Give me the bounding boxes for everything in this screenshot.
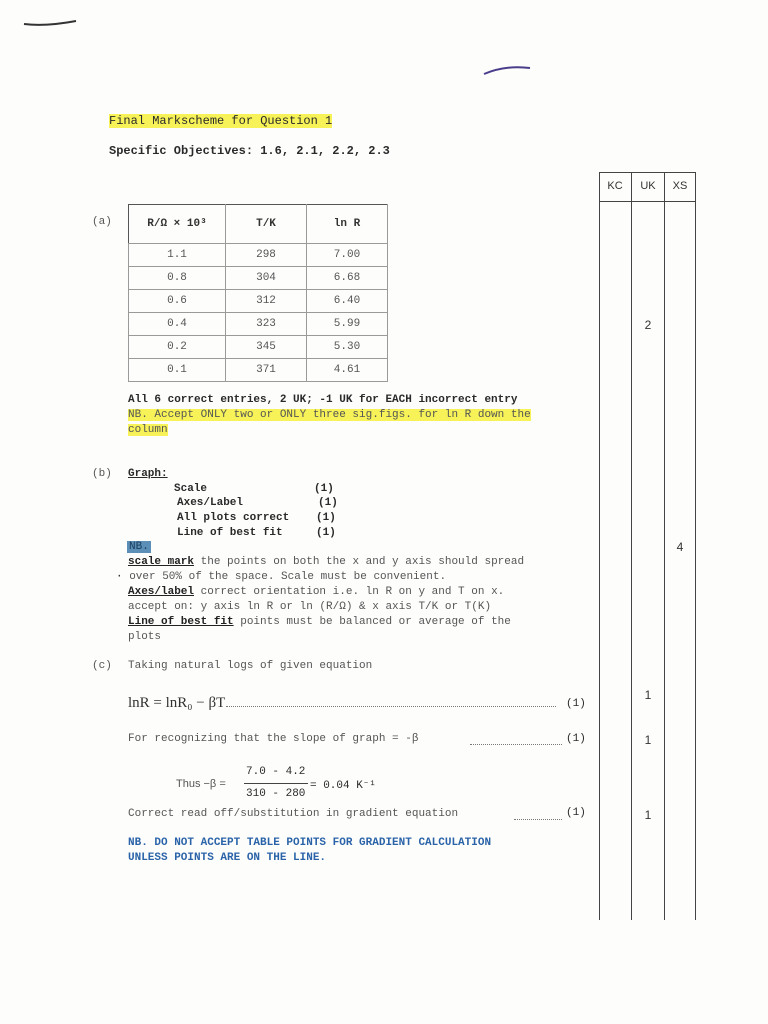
table-cell: 6.40: [307, 290, 388, 313]
criterion-name: Axes/Label: [177, 497, 244, 509]
axes-note-cont: accept on: y axis ln R or ln (R/Ω) & x axis T/K or T(K): [128, 601, 492, 613]
part-a-note-entries: All 6 correct entries, 2 UK; -1 UK for EACH incorrect entry: [128, 394, 518, 406]
equation-mark: (1): [566, 698, 586, 710]
gradient-nb-line1: NB. DO NOT ACCEPT TABLE POINTS FOR GRADIENT CALCULATION: [128, 837, 492, 849]
table-cell: 0.4: [129, 313, 226, 336]
table-cell: 1.1: [129, 244, 226, 267]
criterion-name: All plots correct: [177, 512, 290, 524]
table-header: R/Ω × 10³: [129, 205, 226, 244]
criterion-mark: (1): [314, 483, 334, 495]
lbf-note: Line of best fit points must be balanced or average of the: [128, 616, 511, 628]
thus-label: Thus −β =: [176, 778, 226, 790]
table-cell: 6.68: [307, 267, 388, 290]
table-cell: 298: [226, 244, 307, 267]
slope-recognition: For recognizing that the slope of graph = -β: [128, 733, 419, 745]
table-cell: 0.1: [129, 359, 226, 382]
table-row: [129, 244, 388, 267]
part-b-xs-mark: 4: [676, 540, 684, 554]
table-cell: 5.99: [307, 313, 388, 336]
table-cell: 345: [226, 336, 307, 359]
graph-heading: Graph:: [128, 468, 168, 480]
table-header: ln R: [307, 205, 388, 244]
readoff-uk-mark: 1: [644, 808, 652, 822]
table-row: [129, 290, 388, 313]
table-cell: 304: [226, 267, 307, 290]
criterion-name: Scale: [174, 483, 208, 495]
table-cell: 4.61: [307, 359, 388, 382]
gradient-nb-line2: UNLESS POINTS ARE ON THE LINE.: [128, 852, 327, 864]
table-cell: 0.2: [129, 336, 226, 359]
fraction-numerator: 7.0 - 4.2: [246, 766, 306, 778]
fraction-bar: [244, 783, 308, 784]
criterion-mark: (1): [318, 497, 338, 509]
col-header-xs: XS: [672, 180, 688, 192]
part-a-label: (a): [92, 216, 112, 228]
dotted-leader: [226, 706, 556, 707]
table-header-row: [129, 205, 388, 244]
dotted-leader: [514, 819, 562, 820]
table-row: [129, 313, 388, 336]
log-equation: lnR = lnR₀ − βT: [128, 695, 226, 711]
table-cell: 0.6: [129, 290, 226, 313]
criterion-mark: (1): [316, 512, 336, 524]
col-header-uk: UK: [640, 180, 656, 192]
part-a-note-sigfigs-cont: column: [128, 424, 168, 436]
table-row: [129, 267, 388, 290]
table-cell: 5.30: [307, 336, 388, 359]
table-cell: 323: [226, 313, 307, 336]
table-header: T/K: [226, 205, 307, 244]
part-a-uk-mark: 2: [644, 318, 652, 332]
equation-uk-mark: 1: [644, 688, 652, 702]
dotted-leader: [470, 744, 562, 745]
part-b-label: (b): [92, 468, 112, 480]
table-row: [129, 359, 388, 382]
fraction-denominator: 310 - 280: [246, 788, 306, 800]
part-c-intro: Taking natural logs of given equation: [128, 660, 373, 672]
readoff-criterion: Correct read off/substitution in gradient equation: [128, 808, 459, 820]
pen-scribble-top-left: [20, 12, 80, 32]
table-cell: 371: [226, 359, 307, 382]
criterion-name: Line of best fit: [177, 527, 283, 539]
table-cell: 0.8: [129, 267, 226, 290]
slope-mark: (1): [566, 733, 586, 745]
readoff-mark: (1): [566, 807, 586, 819]
table-cell: 7.00: [307, 244, 388, 267]
gradient-result: = 0.04 K⁻¹: [310, 780, 377, 792]
axes-note: Axes/label correct orientation i.e. ln R on y and T on x.: [128, 586, 505, 598]
page-title: Final Markscheme for Question 1: [109, 114, 333, 128]
scale-note-cont: · over 50% of the space. Scale must be convenient.: [116, 571, 447, 583]
part-a-note-sigfigs: NB. Accept ONLY two or ONLY three sig.figs. for ln R down the: [128, 409, 531, 421]
part-c-label: (c): [92, 660, 112, 672]
criterion-mark: (1): [316, 527, 336, 539]
nb-highlight: NB.: [129, 541, 149, 553]
slope-uk-mark: 1: [644, 733, 652, 747]
table-cell: 312: [226, 290, 307, 313]
pen-scribble-top-right: [480, 62, 536, 82]
col-header-kc: KC: [607, 180, 623, 192]
resistance-temperature-table: [128, 204, 388, 382]
table-row: [129, 336, 388, 359]
scale-note: scale mark the points on both the x and y axis should spread: [128, 556, 525, 568]
specific-objectives: Specific Objectives: 1.6, 2.1, 2.2, 2.3: [109, 144, 390, 158]
lbf-note-cont: plots: [128, 631, 162, 643]
